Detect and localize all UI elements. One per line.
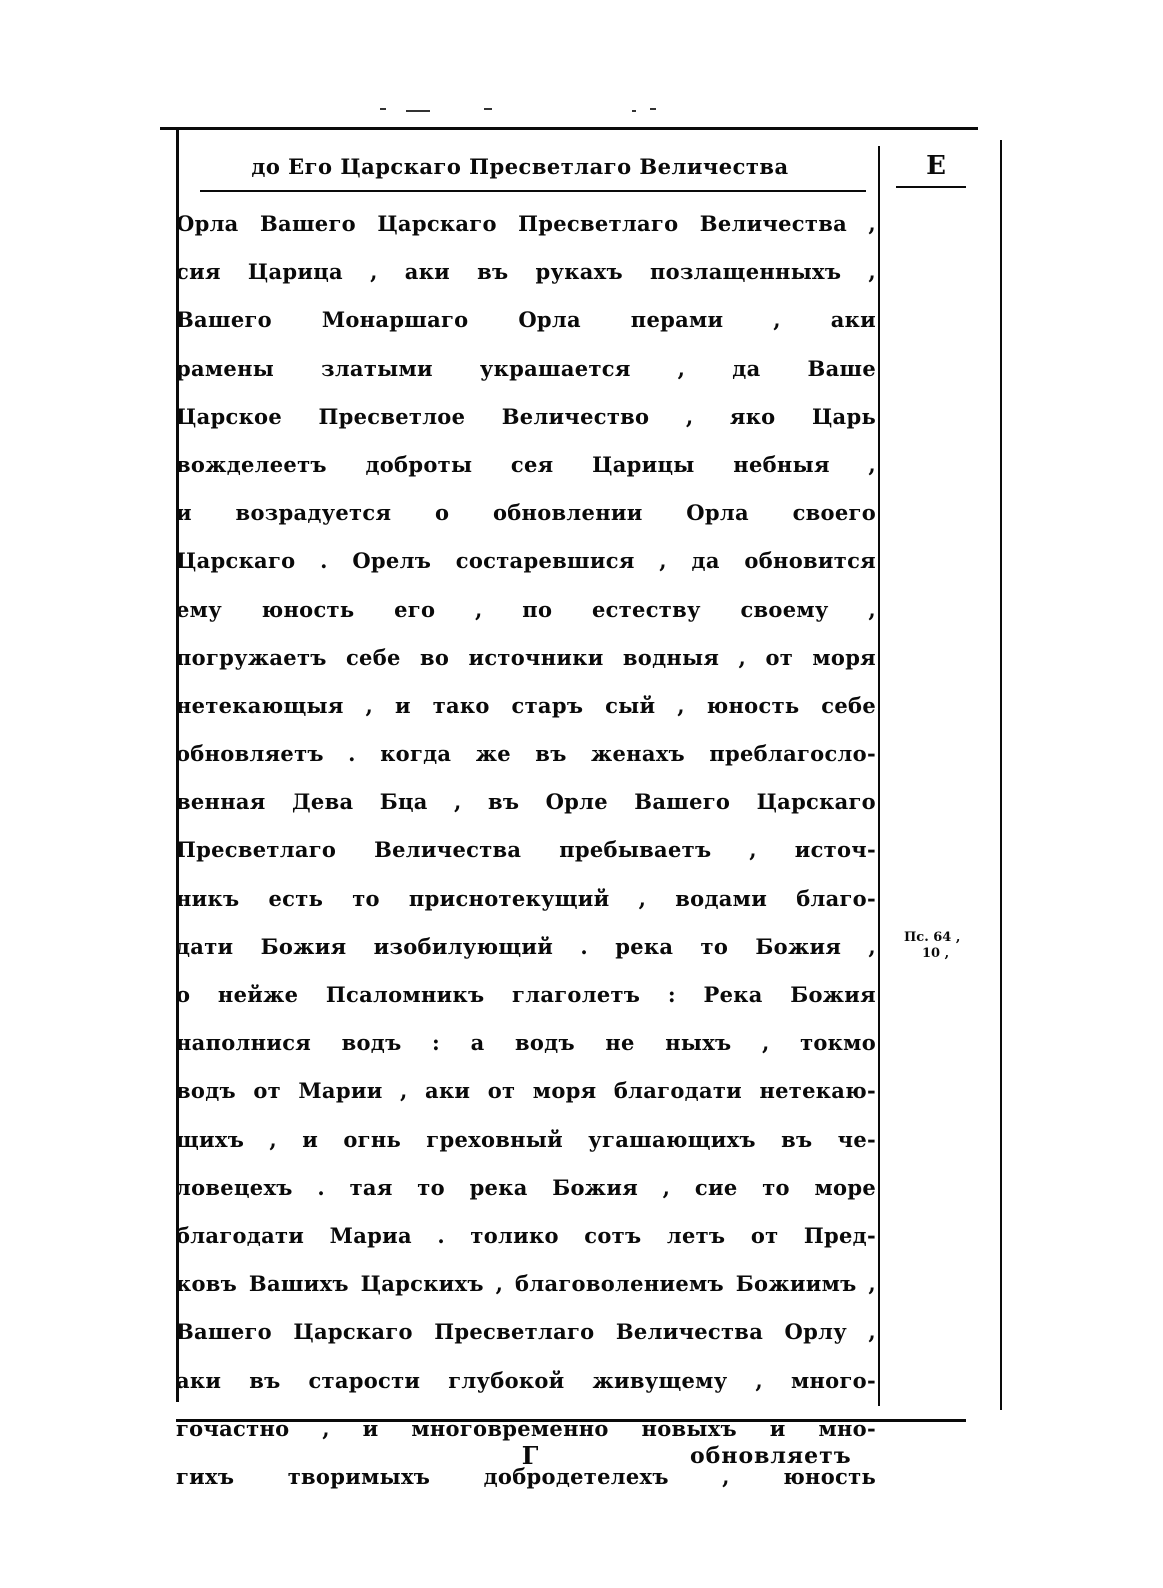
text-line: наполнися водъ : а водъ не ныхъ , токмо: [176, 1030, 876, 1056]
text-line: сия Царица , аки въ рукахъ позлащенныхъ ,: [176, 259, 876, 285]
text-line: никъ есть то приснотекущий , водами благо-: [176, 885, 876, 911]
text-line: Царское Пресветлое Величество , яко Царь: [176, 403, 876, 429]
marginal-note-line: Пс. 64 ,: [904, 930, 961, 945]
running-head: до Его Царскаго Пресветлаго Величества: [251, 153, 789, 179]
text-line: рамены златыми украшается , да Ваше: [176, 355, 876, 381]
right-frame-line: [878, 146, 880, 1406]
text-line: Орла Вашего Царскаго Пресветлаго Величества ,: [176, 211, 876, 236]
header-underline: [200, 190, 866, 192]
text-line: ему юность его , по естеству своему ,: [176, 596, 876, 622]
folio-number: Е: [926, 151, 946, 181]
text-line: обновляетъ . когда же въ женахъ преблагосло-: [176, 741, 876, 767]
text-line: ловецехъ . тая то река Божия , сие то море: [176, 1174, 876, 1200]
text-line: гочастно , и многовременно новыхъ и мно-: [176, 1415, 876, 1441]
text-line: дати Божия изобилующий . река то Божия ,: [176, 933, 876, 959]
speck: [484, 108, 492, 110]
text-line: Царскаго . Орелъ состаревшися , да обновится: [176, 548, 876, 574]
outer-margin-line: [1000, 140, 1002, 1410]
speck: [406, 110, 430, 112]
marginal-note: [904, 930, 984, 962]
text-line: нетекающыя , и тако старъ сый , юность себе: [176, 692, 876, 718]
text-line: венная Дева Бца , въ Орле Вашего Царскаго: [176, 789, 876, 815]
text-block: [176, 200, 876, 1501]
marginal-note-line: 10 ,: [922, 946, 950, 961]
text-line: о нейже Псаломникъ глаголетъ : Река Божия: [176, 982, 876, 1007]
text-line: Вашего Царскаго Пресветлаго Величества Орлу ,: [176, 1319, 876, 1345]
catchword: обновляетъ: [690, 1443, 852, 1469]
text-line: и возрадуется о обновлении Орла своего: [176, 500, 876, 526]
print-specks: [380, 96, 680, 116]
text-line: щихъ , и огнь греховный угашающихъ въ че-: [176, 1126, 876, 1152]
signature-mark: Г: [521, 1441, 539, 1470]
text-line: Вашего Монаршаго Орла перами , аки: [176, 307, 876, 333]
speck: [632, 110, 636, 112]
text-line: гихъ творимыхъ добродетелехъ , юность: [176, 1463, 876, 1489]
text-line: Пресветлаго Величества пребываетъ , источ-: [176, 837, 876, 863]
speck: [650, 108, 656, 110]
text-line: благодати Мариа . толико сотъ летъ от Пред-: [176, 1222, 876, 1248]
text-line: погружаетъ себе во источники водныя , от моря: [176, 644, 876, 670]
text-line: ковъ Вашихъ Царскихъ , благоволениемъ Божиимъ ,: [176, 1271, 876, 1297]
text-line: вожделеетъ доброты сея Царицы небныя ,: [176, 451, 876, 477]
text-line: аки въ старости глубокой живущему , много-: [176, 1367, 876, 1393]
top-rule: [160, 127, 978, 130]
folio-underline: [896, 186, 966, 188]
speck: [380, 108, 386, 110]
text-line: водъ от Марии , аки от моря благодати нетекаю-: [176, 1078, 876, 1104]
